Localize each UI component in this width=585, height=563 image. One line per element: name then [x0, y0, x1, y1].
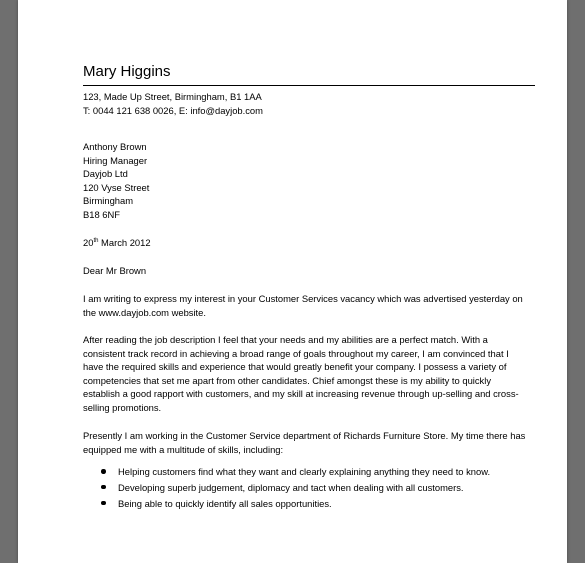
recipient-city: Birmingham	[83, 195, 134, 207]
bullet-icon	[101, 485, 106, 490]
sender-name: Mary Higgins	[83, 63, 171, 80]
recipient-name: Anthony Brown	[83, 141, 147, 152]
sender-contact	[83, 90, 263, 117]
header-rule	[83, 85, 535, 86]
list-item: Developing superb judgement, diplomacy and tact when dealing with all customers.	[83, 481, 490, 495]
sender-phone-email: T: 0044 121 638 0026, E: info@dayjob.com	[83, 104, 263, 116]
paragraph-match: After reading the job description I feel that your needs and my abilities are a perfect match. With a consistent track record in achieving a broad range of goals throughout my career, I am convinced that I have the required skills and experience that would greatly benefit your company. I possess a variety of competencies that set me apart from other candidates. Chief amongst these is my ability to quickly establish a good rapport with customers, and my skill at increasing revenue through up-selling and cross- selling promotions.	[83, 334, 519, 413]
list-item: Being able to quickly identify all sales opportunities.	[83, 497, 490, 511]
salutation: Dear Mr Brown	[83, 265, 147, 276]
paragraph-current-role: Presently I am working in the Customer Service department of Richards Furniture Store. My time there has equipped me with a multitude of skills, including:	[83, 430, 526, 455]
recipient-postcode: B18 6NF	[83, 208, 120, 220]
skills-list	[83, 465, 490, 513]
letter-page	[18, 0, 567, 563]
paragraph-intro: I am writing to express my interest in your Customer Services vacancy which was advertised yesterday on the www.dayjob.com website.	[83, 293, 523, 318]
bullet-icon	[101, 501, 106, 506]
letter-date: 20th March 2012	[83, 237, 151, 248]
sender-address: 123, Made Up Street, Birmingham, B1 1AA	[83, 91, 262, 102]
bullet-icon	[101, 469, 106, 474]
list-item: Helping customers find what they want and clearly explaining anything they need to know.	[83, 465, 490, 479]
recipient-address	[83, 140, 149, 222]
recipient-company: Dayjob Ltd	[83, 168, 128, 180]
recipient-title: Hiring Manager	[83, 154, 148, 166]
recipient-street: 120 Vyse Street	[83, 181, 150, 193]
